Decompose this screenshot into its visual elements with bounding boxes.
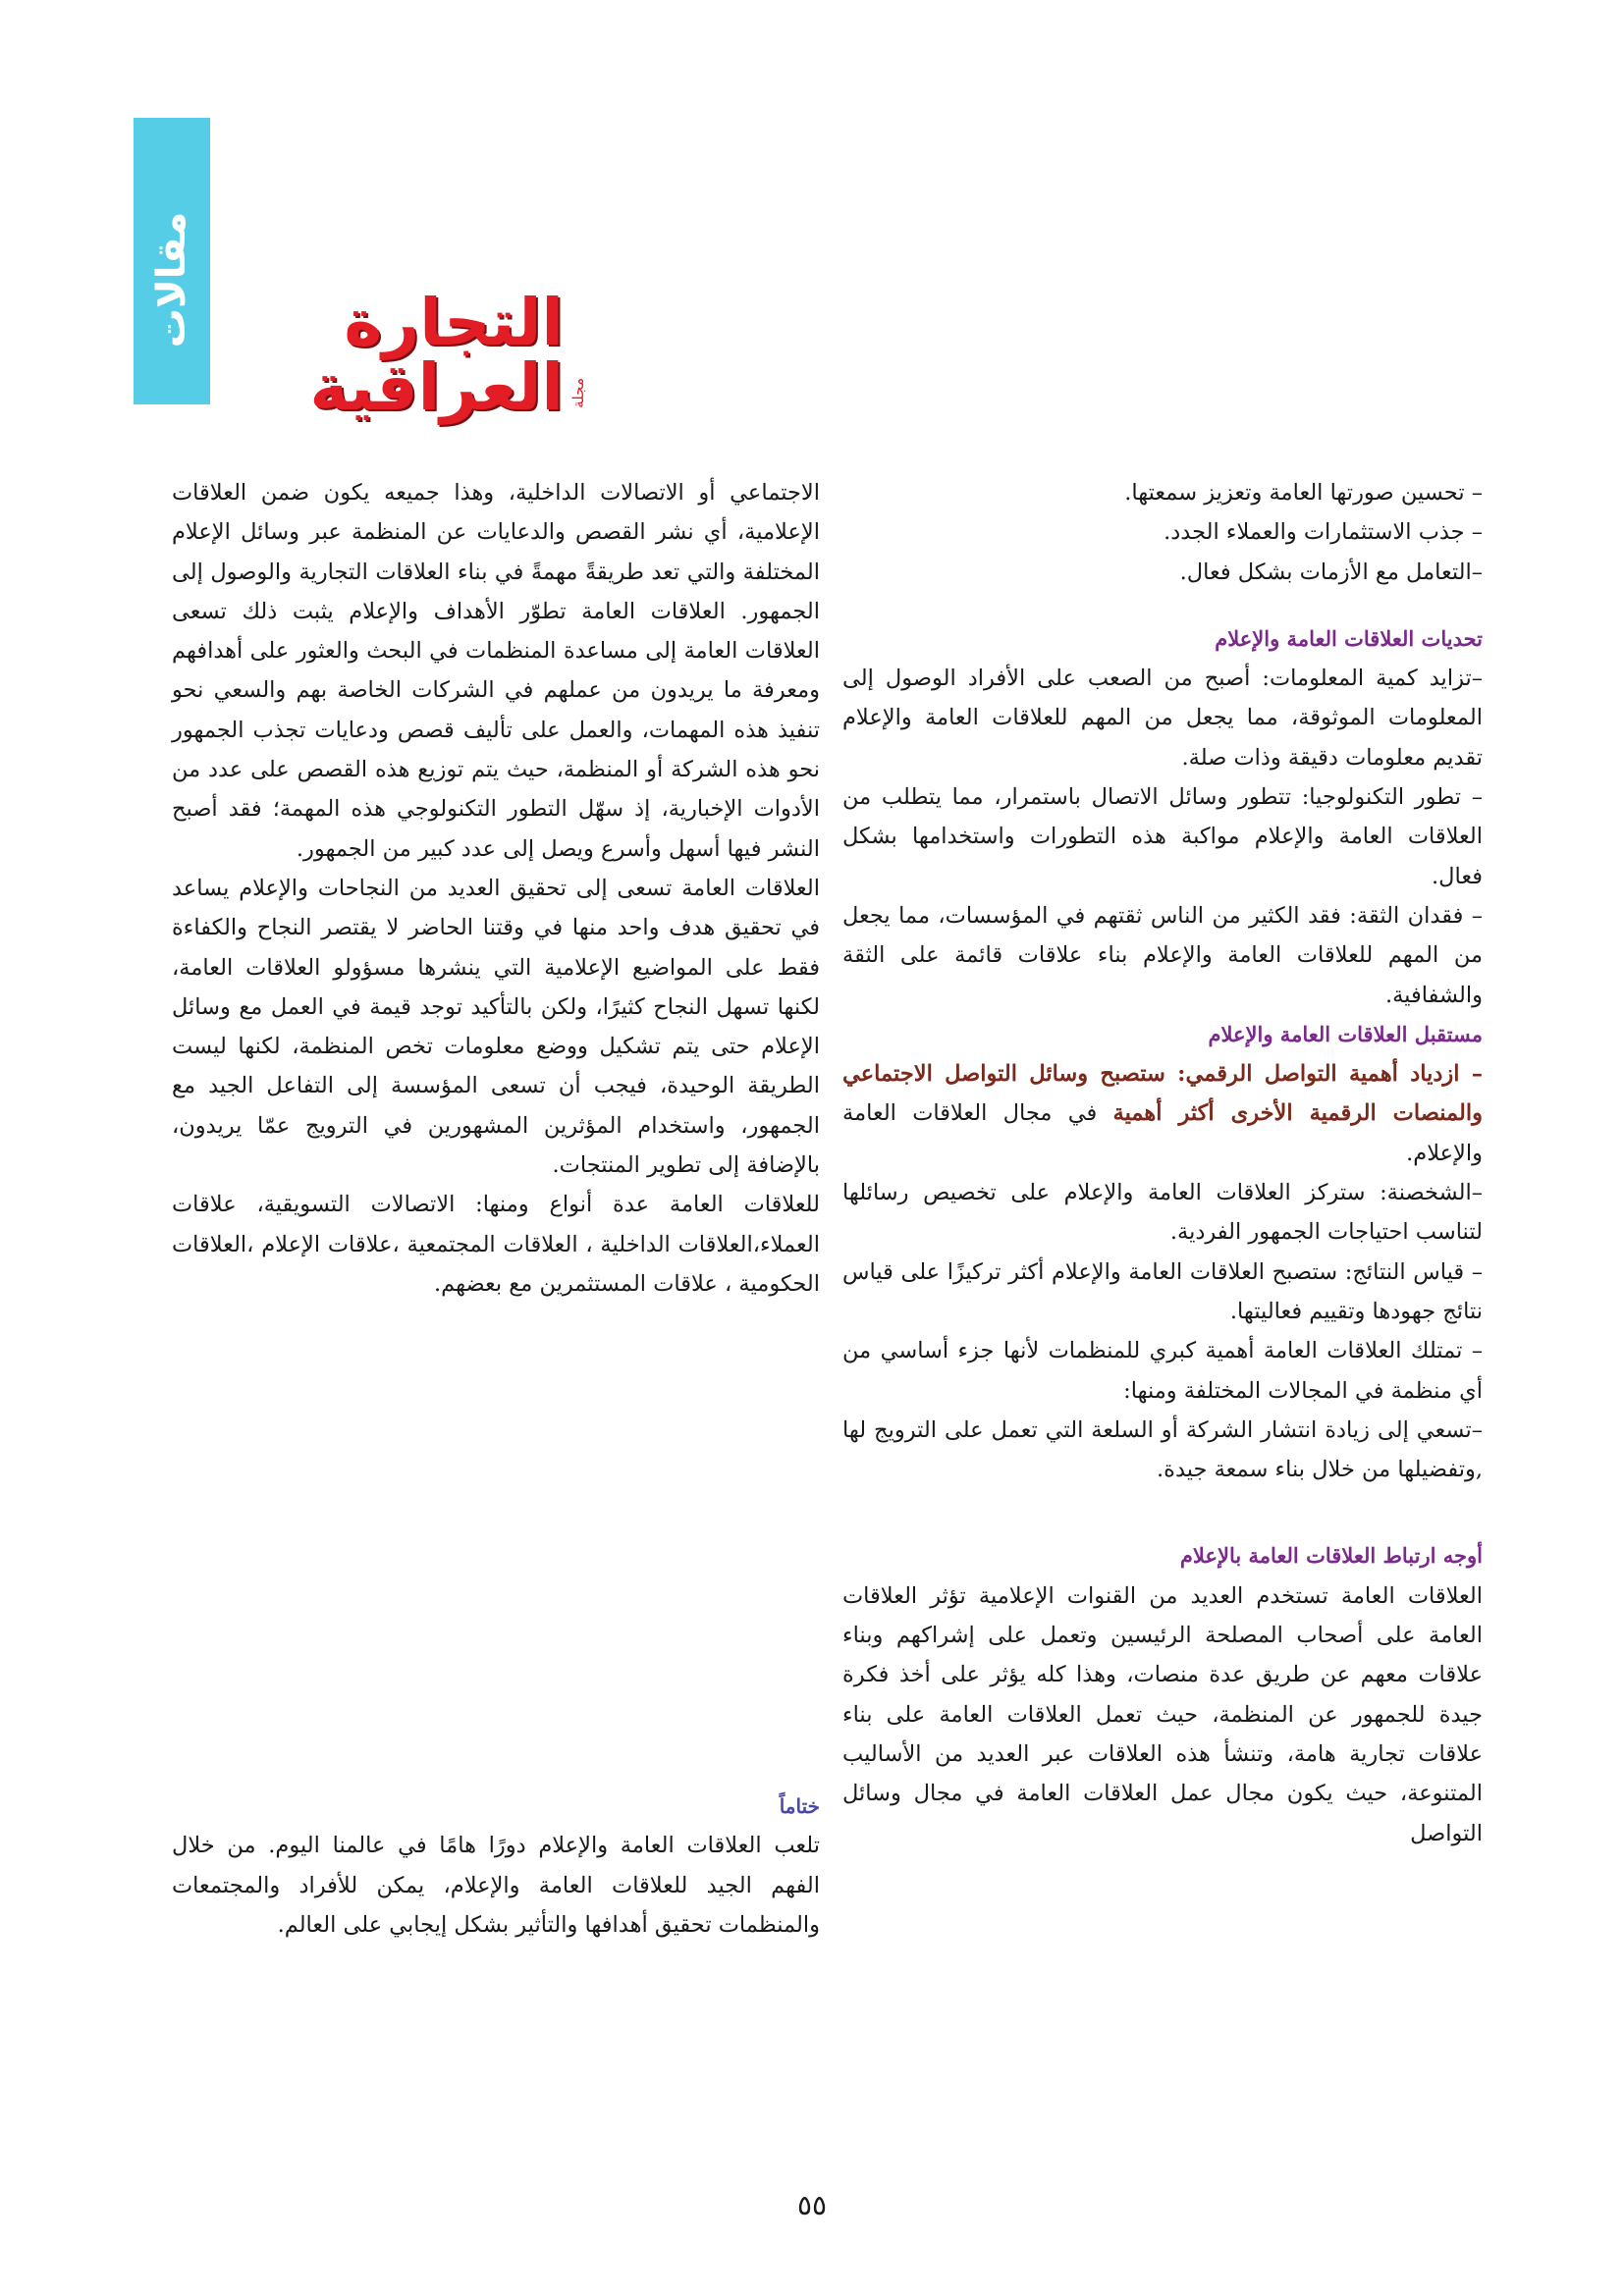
closing-text: تلعب العلاقات العامة والإعلام دورًا هامًا في عالمنا اليوم. من خلال الفهم الجيد للعلاقات العامة والإعلام، يمكن للأفراد والمجتمعات والمنظمات تحقيق أهدافها والتأثير بشكل إيجابي على العالم. xyxy=(172,1833,820,1938)
future-heading: مستقبل العلاقات العامة والإعلام xyxy=(1208,1021,1483,1046)
left-column xyxy=(172,473,820,1304)
bullet-item: – جذب الاستثمارات والعملاء الجدد. xyxy=(1164,519,1483,546)
link-heading: أوجه ارتباط العلاقات العامة بالإعلام xyxy=(1179,1543,1483,1569)
future-item: – قياس النتائج: ستصبح العلاقات العامة والإعلام أكثر تركيزًا على قياس نتائج جهودها وتقييم فعاليتها. xyxy=(842,1258,1483,1324)
body-paragraph: العلاقات العامة تسعى إلى تحقيق العديد من النجاحات والإعلام يساعد في تحقيق هدف واحد منها في وقتنا الحاضر لا يقتصر النجاح والكفاءة فقط على المواضيع الإعلامية التي ينشرها مسؤولو العلاقات العامة، لكنها تسهل النجاح كثيرًا، ولكن بالتأكيد توجد قيمة في العمل مع وسائل الإعلام حتى يتم تشكيل ووضع معلومات تخص المنظمة، لكنها ليست الطريقة الوحيدة، فيجب أن تسعى المؤسسة إلى التفاعل الجيد مع الجمهور، واستخدام المؤثرين المشهورين في الترويج عمّا يريدون، بالإضافة إلى تطوير المنتجات. xyxy=(172,875,820,1179)
right-column xyxy=(842,473,1483,1853)
future-highlight-item xyxy=(842,1054,1483,1173)
page-number: ٥٥ xyxy=(796,2189,828,2221)
closing-title: ختاماً xyxy=(779,1794,820,1818)
future-item: – تمتلك العلاقات العامة أهمية كبري للمنظمات لأنها جزء أساسي من أي منظمة في المجالات المختلفة ومنها: xyxy=(842,1338,1483,1404)
closing-section xyxy=(172,1787,820,1945)
future-item: –تسعي إلى زيادة انتشار الشركة أو السلعة التي تعمل على الترويج لها ,وتفضيلها من خلال بناء سمعة جيدة. xyxy=(842,1416,1483,1483)
link-paragraph: العلاقات العامة تستخدم العديد من القنوات الإعلامية تؤثر العلاقات العامة على أصحاب المصلحة الرئيسين وتعمل على إشراكهم وبناء علاقات معهم عن طريق عدة منصات، وهذا كله يؤثر على أخذ فكرة جيدة للجمهور عن المنظمة، حيث تعمل العلاقات العامة على بناء علاقات تجارية هامة، وتنشأ هذه العلاقات عبر العديد من الأساليب المتنوعة، حيث يكون مجال عمل العلاقات العامة في مجال وسائل التواصل xyxy=(842,1582,1483,1846)
magazine-title: التجارة العراقية xyxy=(309,285,564,425)
magazine-small-label: مجلة xyxy=(569,378,587,408)
body-paragraph: للعلاقات العامة عدة أنواع ومنها: الاتصالات التسويقية، علاقات العملاء،العلاقات الداخلية ، العلاقات المجتمعية ،علاقات الإعلام ،العلاقات الحكومية ، علاقات المستثمرين مع بعضهم. xyxy=(172,1192,820,1297)
section-label: مقالات xyxy=(149,211,194,348)
magazine-masthead xyxy=(214,285,587,425)
challenge-item: –تزايد كمية المعلومات: أصبح من الصعب على الأفراد الوصول إلى المعلومات الموثوقة، مما يجعل من المهم للعلاقات العامة والإعلام تقديم معلومات دقيقة وذات صلة. xyxy=(842,666,1483,771)
future-item: –الشخصنة: ستركز العلاقات العامة والإعلام على تخصيص رسائلها لتناسب احتياجات الجمهور الفردية. xyxy=(842,1180,1483,1246)
body-paragraph: الاجتماعي أو الاتصالات الداخلية، وهذا جميعه يكون ضمن العلاقات الإعلامية، أي نشر القصص والدعايات عن المنظمة عبر وسائل الإعلام المختلفة والتي تعد طريقةً مهمةً في بناء العلاقات التجارية والوصول إلى الجمهور. العلاقات العامة تطوّر الأهداف والإعلام يثبت ذلك تسعى العلاقات العامة إلى مساعدة المنظمات في البحث والعثور على أهدافهم ومعرفة ما يريدون من عملهم في الشركات الخاصة بهم والسعي نحو تنفيذ هذه المهمات، والعمل على تأليف قصص ودعايات تجذب الجمهور نحو هذه الشركة أو المنظمة، حيث يتم توزيع هذه القصص على عدد من الأدوات الإخبارية، إذ سهّل التطور التكنولوجي هذه المهمة؛ فقد أصبح النشر فيها أسهل وأسرع ويصل إلى عدد كبير من الجمهور. xyxy=(172,480,820,862)
challenge-item: – فقدان الثقة: فقد الكثير من الناس ثقتهم في المؤسسات، مما يجعل من المهم للعلاقات العامة والإعلام بناء علاقات قائمة على الثقة والشفافية. xyxy=(842,902,1483,1008)
bullet-item: –التعامل مع الأزمات بشكل فعال. xyxy=(1179,559,1483,585)
future-highlight: – ازدياد أهمية التواصل الرقمي: ستصبح وسائل التواصل الاجتماعي والمنصات الرقمية الأخرى أكثر أهمية xyxy=(842,1061,1483,1127)
challenges-heading: تحديات العلاقات العامة والإعلام xyxy=(1215,625,1483,651)
challenge-item: – تطور التكنولوجيا: تتطور وسائل الاتصال باستمرار، مما يتطلب من العلاقات العامة والإعلام مواكبة هذه التطورات واستخدامها بشكل فعال. xyxy=(842,784,1483,889)
bullet-item: – تحسين صورتها العامة وتعزيز سمعتها. xyxy=(1124,480,1483,506)
future-highlight-tail: في مجال العلاقات العامة والإعلام. xyxy=(842,1100,1483,1166)
